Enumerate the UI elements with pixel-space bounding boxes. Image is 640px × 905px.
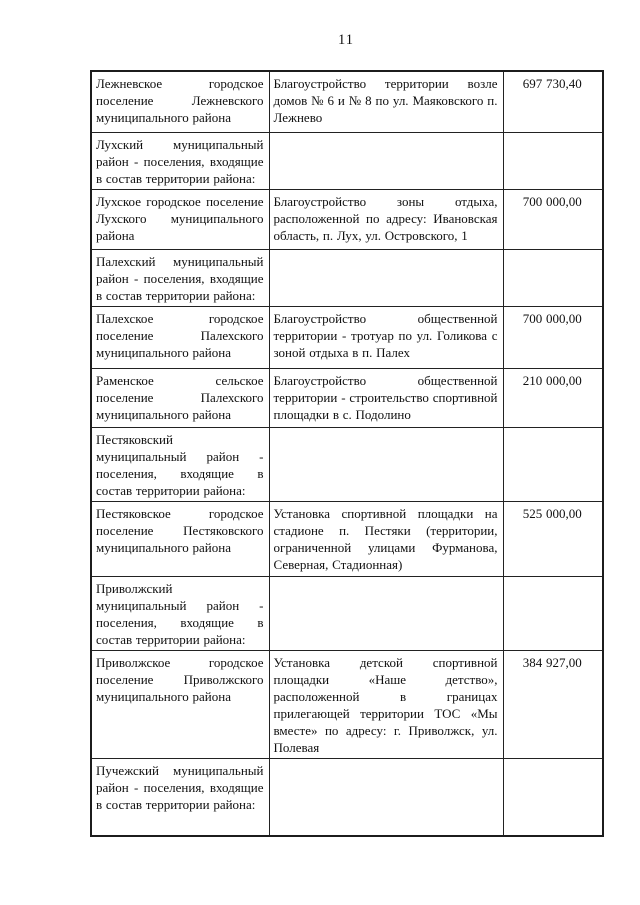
project-cell bbox=[269, 427, 503, 501]
table-row bbox=[91, 71, 603, 132]
amount-cell bbox=[503, 758, 603, 836]
table-row bbox=[91, 249, 603, 306]
table-row bbox=[91, 132, 603, 189]
amount-cell bbox=[503, 576, 603, 650]
table-row bbox=[91, 427, 603, 501]
amount-cell: 697 730,40 bbox=[503, 71, 603, 132]
amount-cell: 700 000,00 bbox=[503, 189, 603, 249]
amount-cell bbox=[503, 132, 603, 189]
table-row bbox=[91, 368, 603, 427]
project-cell: Установка спортивной площадки на стадионе п. Пестяки (территории, ограниченной улицами Фурманова, Северная, Стадионная) bbox=[269, 501, 503, 576]
project-cell: Благоустройство территории возле домов № 6 и № 8 по ул. Маяковского п. Лежнево bbox=[269, 71, 503, 132]
project-cell: Установка детской спортивной площадки «Наше детство», расположенной в границах прилегающей территории ТОС «Мы вместе» по адресу: г. Приволжск, ул. Полевая bbox=[269, 650, 503, 758]
amount-cell bbox=[503, 427, 603, 501]
table-row bbox=[91, 189, 603, 249]
project-cell: Благоустройство общественной территории - строительство спортивной площадки в с. Подолино bbox=[269, 368, 503, 427]
municipality-cell: Приволжское городское поселение Приволжского муниципального района bbox=[91, 650, 269, 758]
table-row bbox=[91, 576, 603, 650]
table-row bbox=[91, 758, 603, 836]
project-cell bbox=[269, 576, 503, 650]
municipality-cell: Лухское городское поселение Лухского муниципального района bbox=[91, 189, 269, 249]
table-row bbox=[91, 650, 603, 758]
amount-cell: 210 000,00 bbox=[503, 368, 603, 427]
municipality-cell: Палехское городское поселение Палехского муниципального района bbox=[91, 306, 269, 368]
project-cell: Благоустройство общественной территории - тротуар по ул. Голикова с зоной отдыха в п. Палех bbox=[269, 306, 503, 368]
amount-cell bbox=[503, 249, 603, 306]
project-cell: Благоустройство зоны отдыха, расположенной по адресу: Ивановская область, п. Лух, ул. Островского, 1 bbox=[269, 189, 503, 249]
amount-cell: 700 000,00 bbox=[503, 306, 603, 368]
document-table bbox=[90, 70, 604, 837]
amount-cell: 384 927,00 bbox=[503, 650, 603, 758]
table-row bbox=[91, 306, 603, 368]
project-cell bbox=[269, 758, 503, 836]
municipality-cell: Пестяковское городское поселение Пестяковского муниципального района bbox=[91, 501, 269, 576]
municipality-cell: Приволжский муниципальный район - поселения, входящие в состав территории района: bbox=[91, 576, 269, 650]
project-cell bbox=[269, 132, 503, 189]
table-row bbox=[91, 501, 603, 576]
municipality-cell: Раменское сельское поселение Палехского муниципального района bbox=[91, 368, 269, 427]
municipality-cell: Пучежский муниципальный район - поселения, входящие в состав территории района: bbox=[91, 758, 269, 836]
municipality-cell: Палехский муниципальный район - поселения, входящие в состав территории района: bbox=[91, 249, 269, 306]
project-cell bbox=[269, 249, 503, 306]
municipality-cell: Пестяковский муниципальный район - поселения, входящие в состав территории района: bbox=[91, 427, 269, 501]
amount-cell: 525 000,00 bbox=[503, 501, 603, 576]
municipality-cell: Лежневское городское поселение Лежневского муниципального района bbox=[91, 71, 269, 132]
page-number: 11 bbox=[338, 32, 354, 48]
municipality-cell: Лухский муниципальный район - поселения, входящие в состав территории района: bbox=[91, 132, 269, 189]
